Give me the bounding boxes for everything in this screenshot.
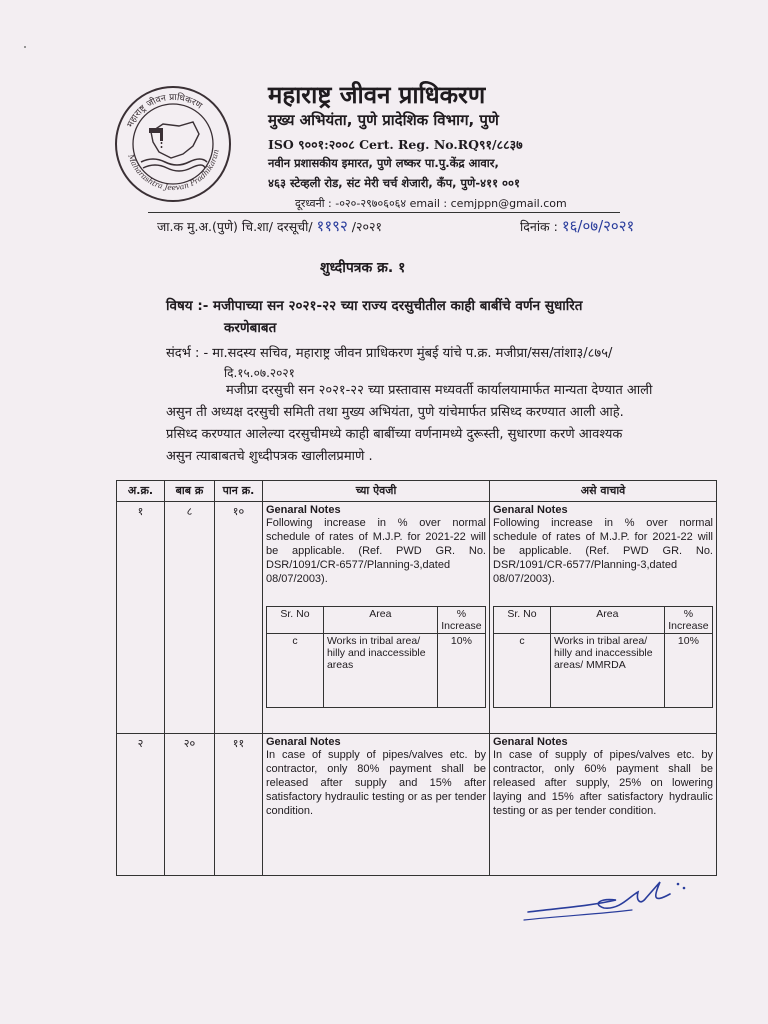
row-sr-no: १: [117, 502, 165, 734]
corrigendum-title: शुध्दीपत्रक क्र. १: [320, 260, 406, 276]
table-row: [117, 502, 717, 734]
row-item-no: २०: [165, 734, 215, 876]
inner-cell-increase: 10%: [437, 634, 485, 708]
inner-header-increase: % Increase: [664, 607, 712, 634]
inner-cell-increase: 10%: [664, 634, 712, 708]
inner-rate-table: [493, 606, 713, 708]
reference-suffix: /२०२१: [351, 219, 382, 234]
subject-line: विषय :- मजीपाच्या सन २०२१-२२ च्या राज्य दरसुचीतील काही बाबींचे वर्णन सुधारित: [166, 298, 583, 314]
note-title: Genaral Notes: [493, 736, 568, 748]
inner-rate-table: [266, 606, 486, 708]
row-item-no: ८: [165, 502, 215, 734]
note-text: In case of supply of pipes/valves etc. by contractor, only 80% payment shall be released after supply and 15% after satisfactory hydraulic testing or as per tender condition.: [266, 749, 486, 817]
corrigendum-table: [116, 480, 717, 876]
reference-line: संदर्भ : - मा.सदस्य सचिव, महाराष्ट्र जीवन प्राधिकरण मुंबई यांचे प.क्र. मजीप्रा/सस/तांशा३/८७५/: [166, 346, 613, 361]
row-page-no: १०: [215, 502, 263, 734]
header-page-no: पान क्र.: [215, 481, 263, 502]
note-title: Genaral Notes: [493, 504, 568, 516]
table-row: [117, 734, 717, 876]
body-line: प्रसिध्द करण्यात आलेल्या दरसुचीमध्ये काही बाबींच्या वर्णनामध्ये दुरूस्ती, सुधारणा करणे आवश्यक: [166, 427, 623, 442]
inner-header-area: Area: [323, 607, 437, 634]
subject-line-continued: करणेबाबत: [224, 320, 277, 336]
note-text: Following increase in % over normal schedule of rates of M.J.P. for 2021-22 will be applicable. (Ref. PWD GR. No. DSR/1091/CR-6577/Planning-3,dated 08/07/2003).: [266, 517, 486, 585]
iso-certification: ISO ९००१:२००८ Cert. Reg. No.RQ९१/८८३७: [268, 137, 523, 152]
reference-line-date: दि.१५.०७.२०२१: [224, 366, 295, 380]
inner-header-sr: Sr. No: [494, 607, 551, 634]
reference-prefix: जा.क मु.अ.(पुणे) चि.शा/ दरसूची/: [157, 219, 313, 234]
contact-line: दूरध्वनी : -०२०-२९७०६०६४ email : cemjppn@gmail.com: [295, 197, 567, 210]
inner-cell-area: Works in tribal area/ hilly and inaccessible areas/ MMRDA: [550, 634, 664, 708]
inner-header-area: Area: [550, 607, 664, 634]
organization-title: महाराष्ट्र जीवन प्राधिकरण: [268, 81, 486, 109]
instead-of-cell: [263, 502, 490, 734]
header-read-as: असे वाचावे: [490, 481, 717, 502]
row-page-no: ११: [215, 734, 263, 876]
read-as-cell: [490, 502, 717, 734]
inner-cell-sr: c: [494, 634, 551, 708]
row-sr-no: २: [117, 734, 165, 876]
svg-text:Maharashtra Jeevan Pradhikaran: Maharashtra Jeevan Pradhikaran: [126, 148, 221, 193]
note-title: Genaral Notes: [266, 504, 341, 516]
body-line: असुन ती अध्यक्ष दरसुची समिती तथा मुख्य अभियंता, पुणे यांचेमार्फत प्रसिध्द करण्यात आली आहे.: [166, 405, 624, 420]
reference-number: [157, 216, 382, 236]
note-text: In case of supply of pipes/valves etc. by contractor, only 60% payment shall be released after supply, 25% on lowering laying and 15% after satisfactory hydraulic testing or as per tender condition.: [493, 749, 713, 817]
table-header-row: [117, 481, 717, 502]
inner-cell-sr: c: [267, 634, 324, 708]
note-text: Following increase in % over normal schedule of rates of M.J.P. for 2021-22 will be applicable. (Ref. PWD GR. No. DSR/1091/CR-6577/Planning-3,dated 08/07/2003).: [493, 517, 713, 585]
note-title: Genaral Notes: [266, 736, 341, 748]
header-divider: [148, 212, 620, 213]
address-line-2: ४६३ स्टेव्हली रोड, संट मेरी चर्च शेजारी, कँप, पुणे-४११ ००१: [268, 176, 520, 190]
inner-cell-area: Works in tribal area/ hilly and inaccessible areas: [323, 634, 437, 708]
reference-date: [520, 216, 634, 236]
svg-text:महाराष्ट्र जीवन प्राधिकरण: महाराष्ट्र जीवन प्राधिकरण: [125, 92, 204, 130]
header-sr-no: अ.क्र.: [117, 481, 165, 502]
instead-of-cell: [263, 734, 490, 876]
signature: [520, 870, 700, 930]
body-paragraph: [166, 380, 706, 468]
inner-header-sr: Sr. No: [267, 607, 324, 634]
body-line: असुन त्याबाबतचे शुध्दीपत्रक खालीलप्रमाणे .: [166, 449, 373, 464]
body-line: मजीप्रा दरसुची सन २०२१-२२ च्या प्रस्तावास मध्यवर्ती कार्यालयामार्फत मान्यता देण्यात आली: [226, 383, 653, 398]
header-instead-of: च्या ऐवजी: [263, 481, 490, 502]
inner-header-increase: % Increase: [437, 607, 485, 634]
mjp-seal-logo: [113, 84, 233, 204]
address-line-1: नवीन प्रशासकीय इमारत, पुणे लष्कर पा.पु.केंद्र आवार,: [268, 156, 499, 170]
office-subtitle: मुख्य अभियंता, पुणे प्रादेशिक विभाग, पुणे: [268, 111, 499, 129]
read-as-cell: [490, 734, 717, 876]
scan-speck: [24, 46, 26, 48]
date-label: दिनांक :: [520, 219, 558, 234]
reference-handwritten-number: ११९२: [316, 217, 348, 235]
header-item-no: बाब क्र: [165, 481, 215, 502]
date-value: १६/०७/२०२१: [561, 217, 635, 235]
